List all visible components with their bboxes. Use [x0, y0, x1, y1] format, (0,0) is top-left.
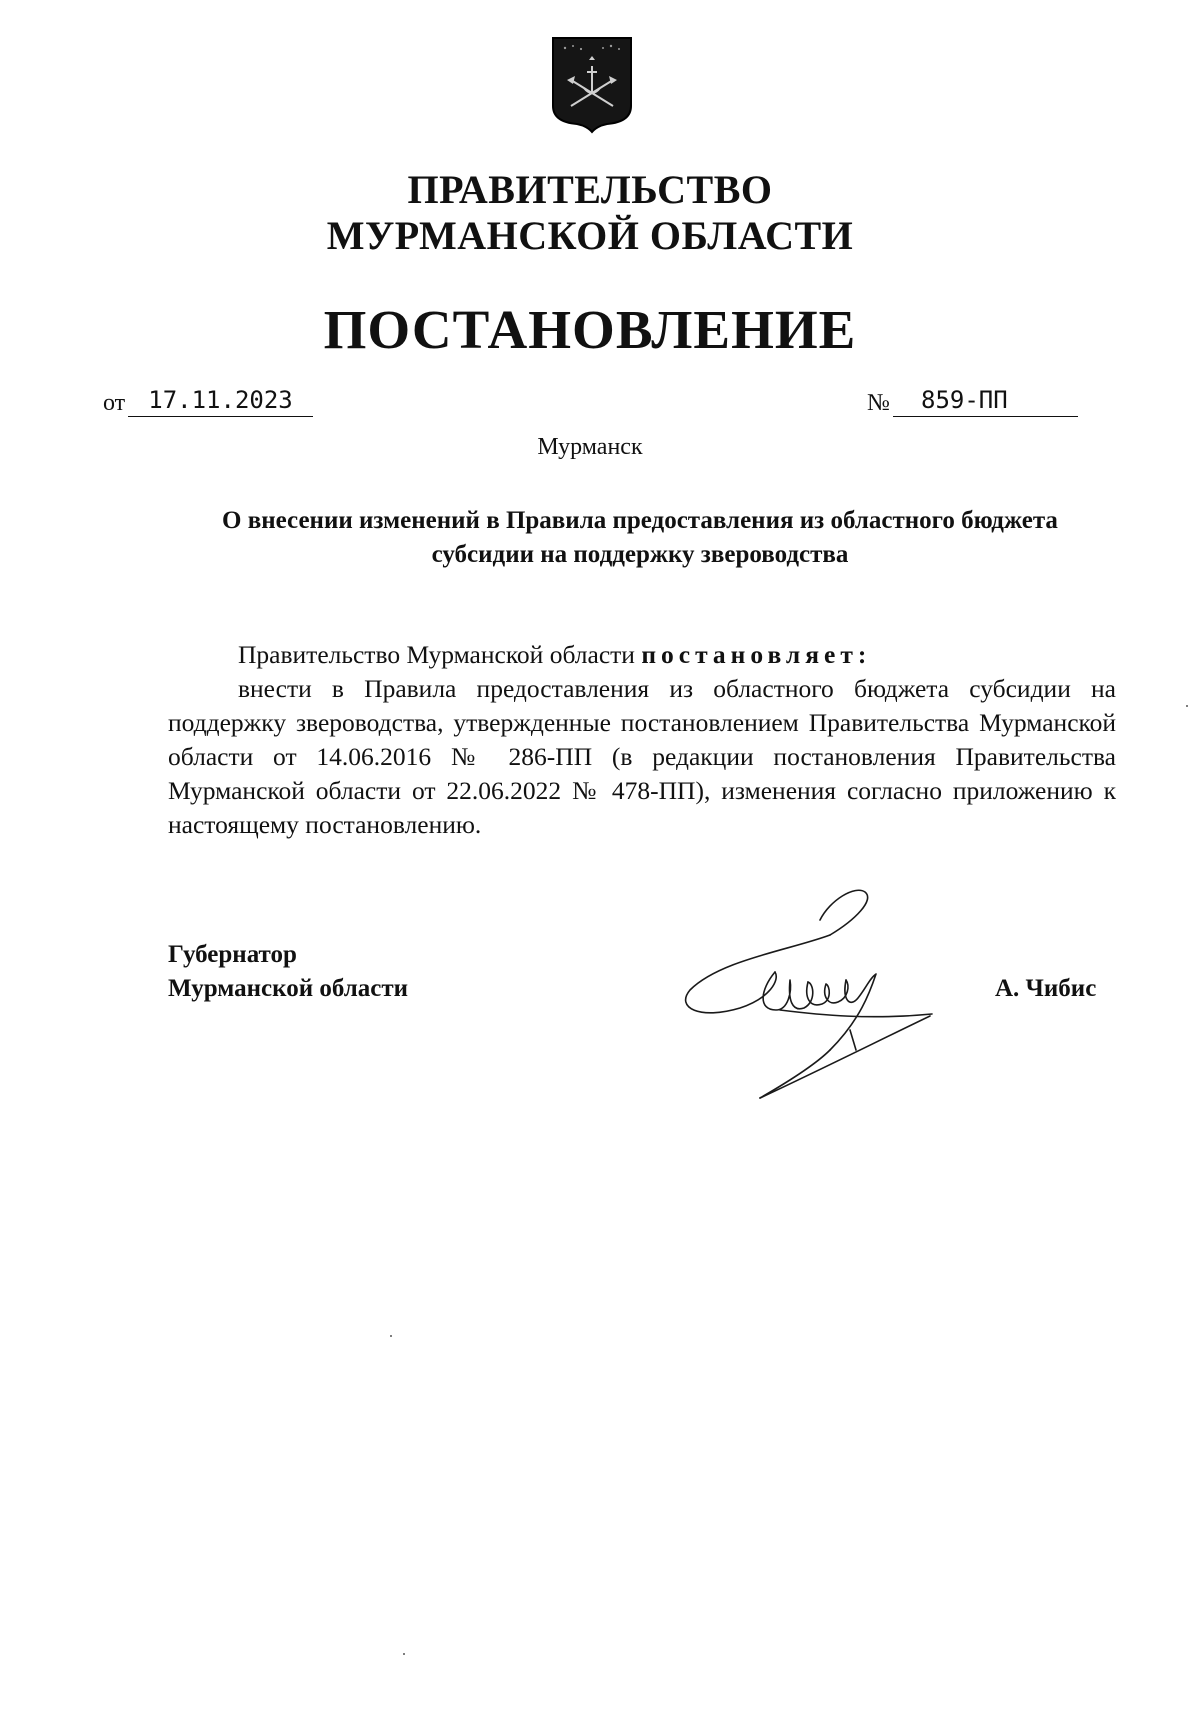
organization-title-line-2: МУРМАНСКОЙ ОБЛАСТИ — [326, 213, 854, 258]
coat-of-arms-icon — [551, 36, 633, 134]
document-subject: О внесении изменений в Правила предоставления из областного бюджета субсидии на поддержку звероводства — [222, 507, 1058, 568]
signer-name: А. Чибис — [995, 975, 1097, 1002]
number-label: № — [867, 390, 890, 416]
document-type-title: ПОСТАНОВЛЕНИЕ — [323, 299, 857, 360]
organization-title-line-1: ПРАВИТЕЛЬСТВО — [407, 167, 773, 212]
scan-speck — [1186, 705, 1188, 707]
handwritten-signature — [680, 880, 960, 1100]
document-body — [168, 638, 1116, 842]
scan-speck — [390, 1335, 392, 1337]
date-label: от — [103, 390, 126, 416]
document-number: 859-ПП — [893, 384, 1078, 417]
resolves-word: постановляет: — [641, 640, 872, 669]
signer-title-line-1: Губернатор — [168, 941, 297, 968]
signer-title — [168, 938, 408, 1006]
preamble-text: Правительство Мурманской области — [238, 640, 642, 669]
resolution-paragraph: внести в Правила предоставления из областного бюджета субсидии на поддержку звероводства, утвержденные постановлением Правительства Мурманской области от 14.06.2016 № 286-ПП (в редакции постановления Правительства Мурманской области от 22.06.2022 № 478-ПП), изменения согласно приложению к настоящему постановлению. — [168, 674, 1116, 839]
document-date: 17.11.2023 — [128, 384, 313, 417]
preamble — [168, 638, 1116, 672]
city: Мурманск — [537, 434, 643, 460]
scan-speck — [403, 1653, 405, 1655]
signer-title-line-2: Мурманской области — [168, 975, 409, 1002]
